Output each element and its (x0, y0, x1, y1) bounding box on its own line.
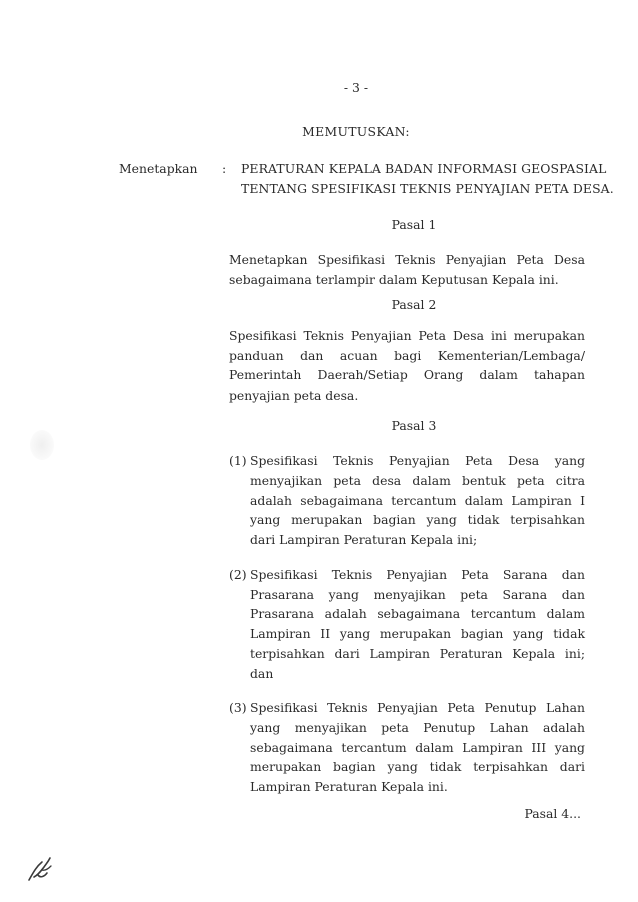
pasal-2-heading: Pasal 2 (391, 297, 437, 312)
scan-spot (30, 430, 54, 460)
decision-line: PERATURAN KEPALA BADAN INFORMASI GEOSPASIAL (241, 161, 607, 176)
colon-separator: : (222, 161, 227, 176)
item-number: (3) (229, 700, 247, 715)
item-2-line: Lampiran II yang merupakan bagian yang tidak (250, 626, 585, 641)
item-2-line: dan (250, 666, 274, 681)
item-1-line: adalah sebagaimana tercantum dalam Lampiran I (250, 493, 585, 508)
menetapkan-label: Menetapkan (119, 161, 198, 176)
page-number: - 3 - (343, 80, 369, 95)
pasal-2-line: Pemerintah Daerah/Setiap Orang dalam tahapan (229, 367, 585, 382)
item-number: (2) (229, 567, 247, 582)
item-2-line: terpisahkan dari Lampiran Peraturan Kepala ini; (250, 646, 585, 661)
pasal-3-heading: Pasal 3 (391, 418, 437, 433)
item-number: (1) (229, 453, 247, 468)
item-2-line: Spesifikasi Teknis Penyajian Peta Sarana dan (250, 567, 585, 582)
item-1-line: yang merupakan bagian yang tidak terpisahkan (250, 512, 585, 527)
item-1-line: menyajikan peta desa dalam bentuk peta citra (250, 473, 585, 488)
item-3-line: yang menyajikan peta Penutup Lahan adalah (250, 720, 585, 735)
item-2-line: Prasarana adalah sebagaimana tercantum dalam (250, 606, 585, 621)
next-page-catchword: Pasal 4... (524, 806, 581, 821)
pasal-2-line: panduan dan acuan bagi Kementerian/Lembaga/ (229, 348, 585, 363)
item-2-line: Prasarana yang menyajikan peta Sarana dan (250, 587, 585, 602)
pasal-2-line: penyajian peta desa. (229, 388, 359, 403)
decision-line: TENTANG SPESIFIKASI TEKNIS PENYAJIAN PETA DESA. (241, 181, 614, 196)
pasal-1-line: sebagaimana terlampir dalam Keputusan Kepala ini. (229, 272, 559, 287)
paraf-initial-icon (26, 853, 54, 883)
item-1-line: dari Lampiran Peraturan Kepala ini; (250, 532, 478, 547)
item-3-line: sebagaimana tercantum dalam Lampiran III yang (250, 740, 585, 755)
item-3-line: Spesifikasi Teknis Penyajian Peta Penutup Lahan (250, 700, 585, 715)
pasal-1-heading: Pasal 1 (391, 217, 437, 232)
item-3-line: merupakan bagian yang tidak terpisahkan dari (250, 759, 585, 774)
pasal-1-line: Menetapkan Spesifikasi Teknis Penyajian Peta Desa (229, 252, 585, 267)
pasal-2-line: Spesifikasi Teknis Penyajian Peta Desa ini merupakan (229, 328, 585, 343)
item-3-line: Lampiran Peraturan Kepala ini. (250, 779, 448, 794)
item-1-line: Spesifikasi Teknis Penyajian Peta Desa yang (250, 453, 585, 468)
document-heading: MEMUTUSKAN: (302, 124, 410, 139)
